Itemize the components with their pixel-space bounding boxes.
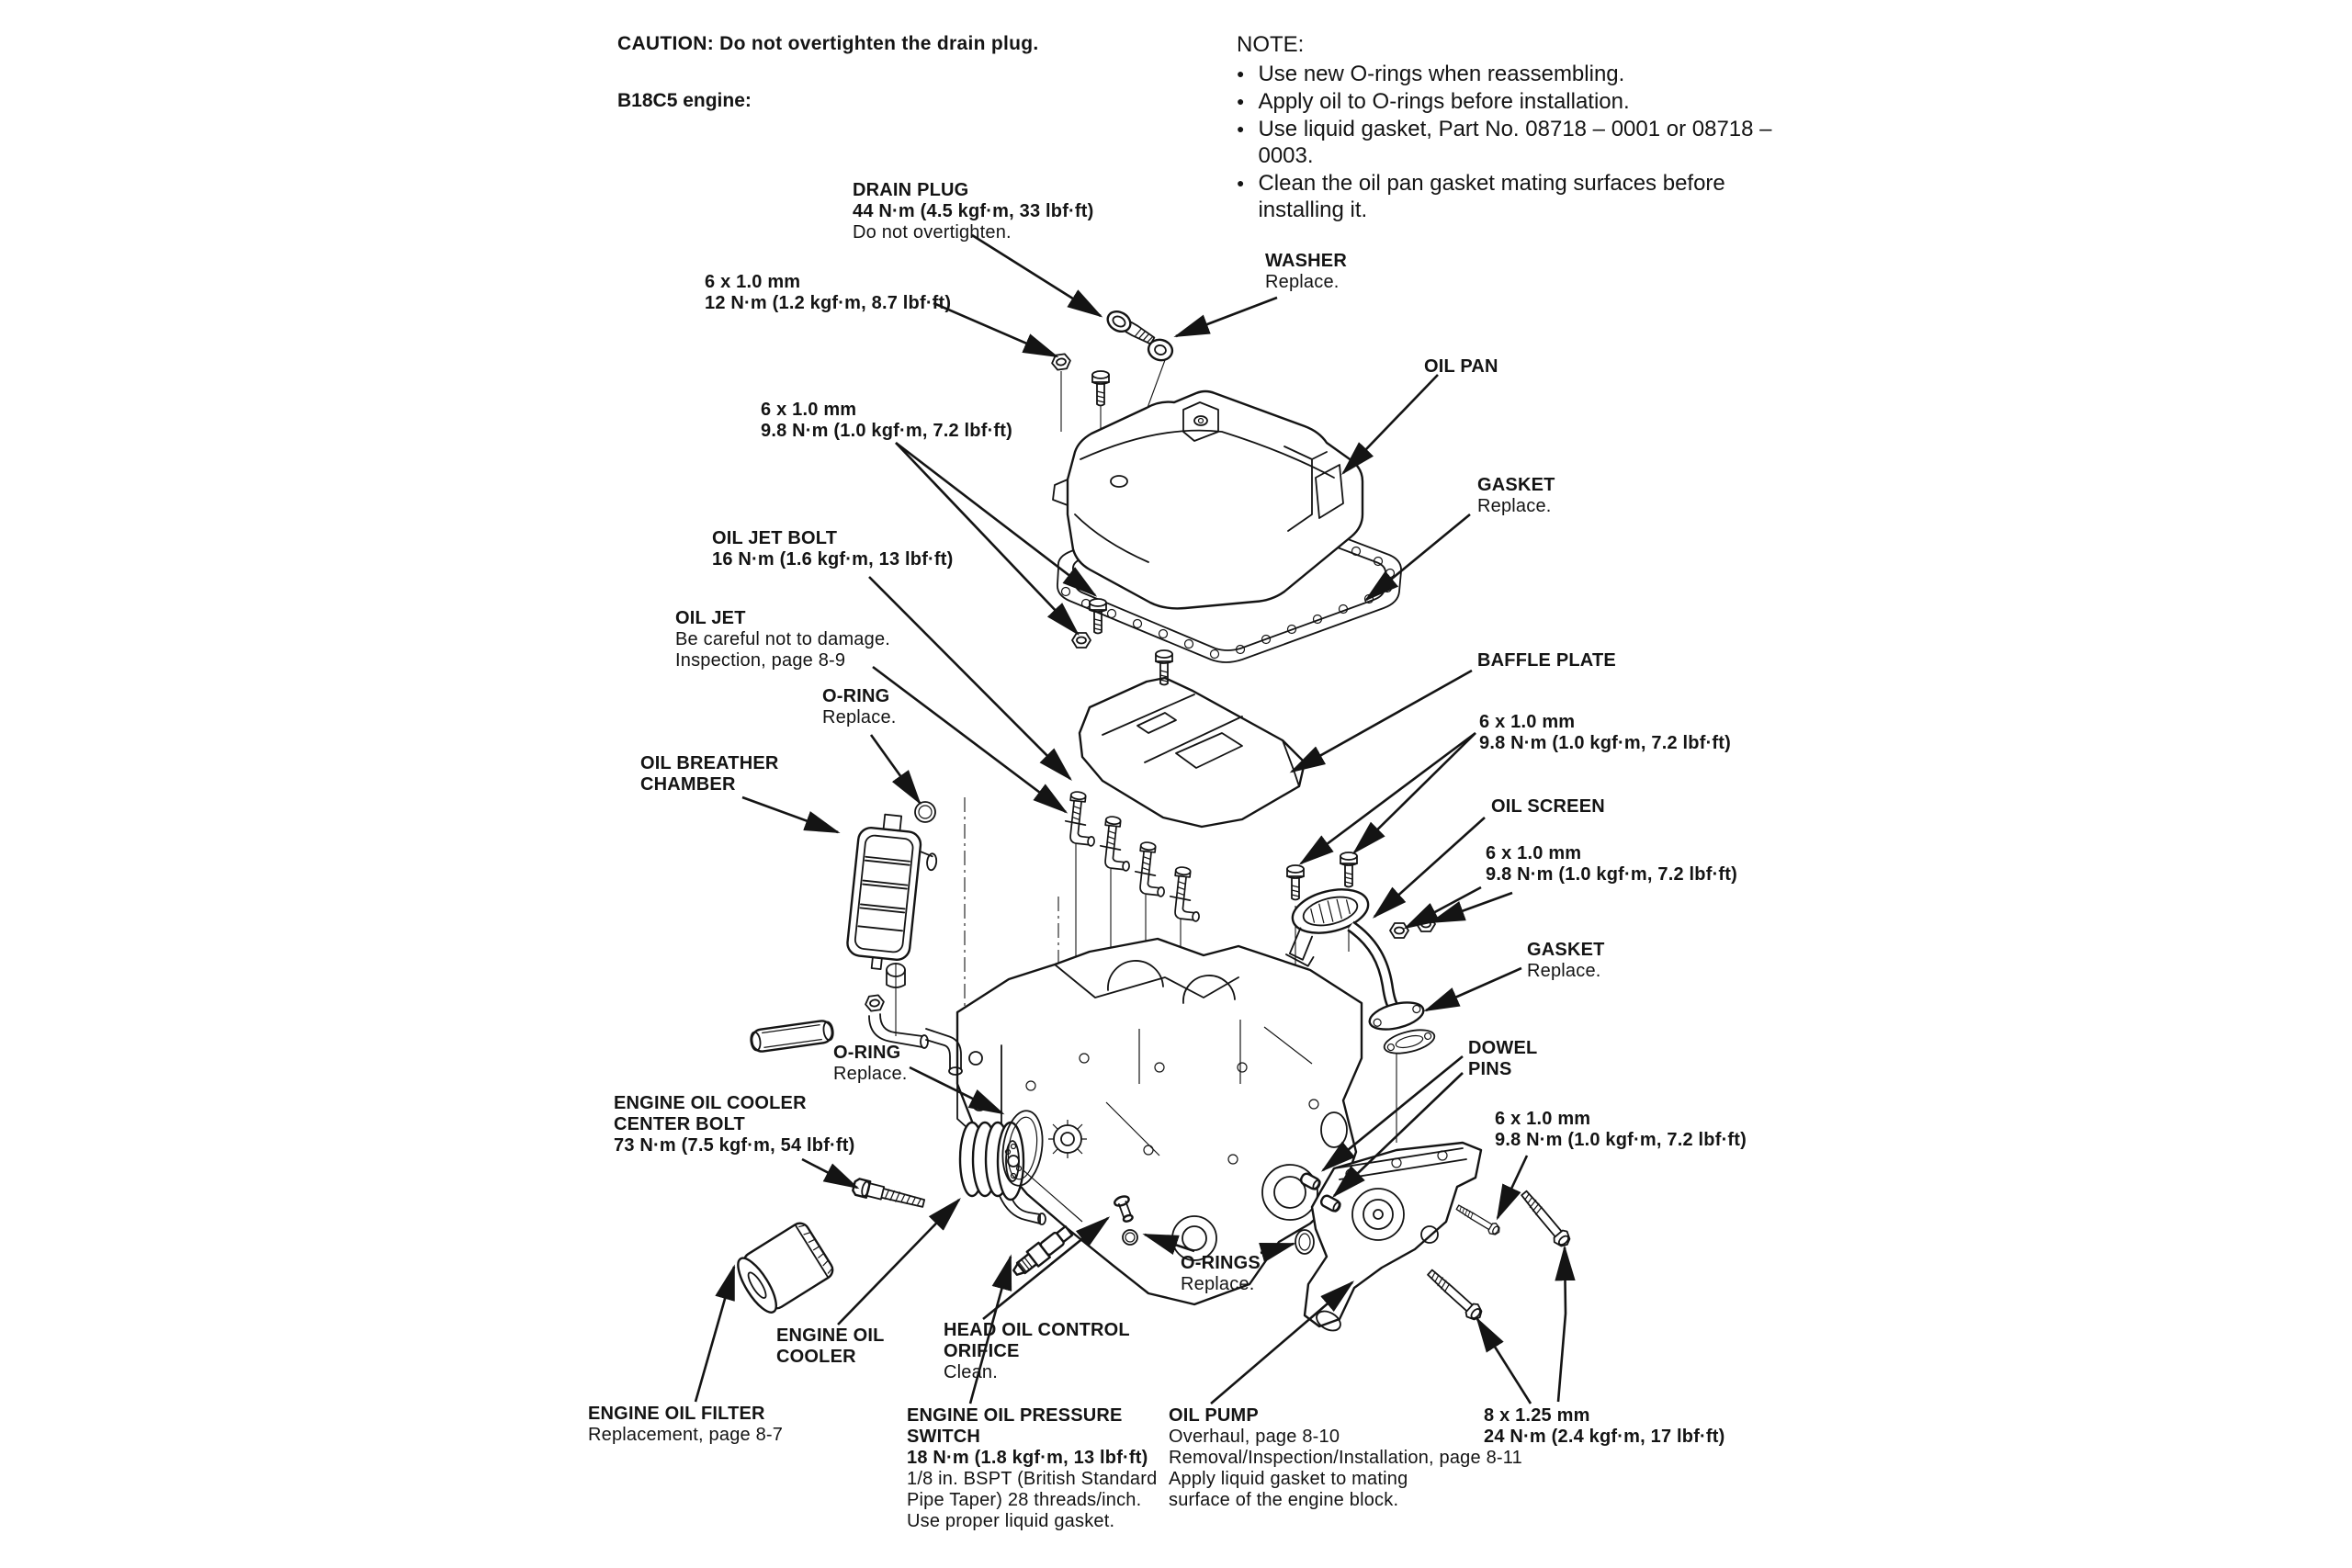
note-list <box>1237 61 2018 223</box>
note-item <box>1237 88 2018 115</box>
oil-screen-gasket-part <box>1382 1026 1437 1058</box>
note-item <box>1237 116 2018 169</box>
callout-engine-oil-cooler-center-bolt <box>614 1093 855 1156</box>
callout-line: OIL PUMP <box>1169 1405 1259 1426</box>
callout-line: GASKET <box>1477 475 1555 495</box>
note-item-text: Clean the oil pan gasket mating surfaces before installing it. <box>1258 171 1725 222</box>
callout-dowel-pins <box>1468 1038 1537 1080</box>
callout-line: O-RING <box>822 686 890 706</box>
callout-oil-pump <box>1169 1405 1522 1511</box>
caution-text: CAUTION: Do not overtighten the drain plug. <box>617 33 1039 54</box>
callout-head-oil-control-orifice <box>944 1320 1130 1383</box>
callout-line: Overhaul, page 8-10 <box>1169 1427 1340 1447</box>
callout-gasket-oil-pan <box>1477 475 1555 517</box>
callout-line: Replace. <box>833 1064 908 1084</box>
engine-oil-filter-part <box>731 1220 836 1317</box>
callout-line: 24 N·m (2.4 kgf·m, 17 lbf·ft) <box>1484 1427 1725 1447</box>
note-item <box>1237 170 2018 223</box>
bullet-icon: ● <box>1237 66 1245 81</box>
callout-line: 12 N·m (1.2 kgf·m, 8.7 lbf·ft) <box>705 293 952 313</box>
callout-line: Use proper liquid gasket. <box>907 1511 1115 1531</box>
callout-line: Do not overtighten. <box>853 222 1012 243</box>
callout-line: SWITCH <box>907 1427 981 1447</box>
bullet-icon: ● <box>1237 121 1245 136</box>
callout-line: OIL JET <box>675 608 746 628</box>
callout-line: 6 x 1.0 mm <box>1479 712 1576 732</box>
callout-line: ENGINE OIL COOLER <box>614 1093 807 1113</box>
callout-line: 6 x 1.0 mm <box>1486 843 1582 863</box>
callout-line: ENGINE OIL PRESSURE <box>907 1405 1123 1426</box>
callout-line: Removal/Inspection/Installation, page 8-11 <box>1169 1448 1522 1468</box>
callout-line: 73 N·m (7.5 kgf·m, 54 lbf·ft) <box>614 1135 855 1156</box>
callout-line: Replacement, page 8-7 <box>588 1425 784 1445</box>
callout-oil-jet-bolt <box>712 528 954 570</box>
callout-line: surface of the engine block. <box>1169 1490 1399 1510</box>
callout-line: 9.8 N·m (1.0 kgf·m, 7.2 lbf·ft) <box>1479 733 1732 753</box>
callout-line: ENGINE OIL FILTER <box>588 1404 765 1424</box>
callout-bolt-6x10-98-top <box>761 400 1012 442</box>
drain-plug-part <box>1104 308 1158 349</box>
note-item <box>1237 61 2018 87</box>
callout-line: 18 N·m (1.8 kgf·m, 13 lbf·ft) <box>907 1448 1148 1468</box>
callout-bolt-6x10-12nm <box>705 272 951 314</box>
callout-baffle-plate <box>1477 650 1616 671</box>
oil-pan-part <box>1053 391 1363 608</box>
callout-engine-oil-filter <box>588 1404 783 1446</box>
callout-line: 9.8 N·m (1.0 kgf·m, 7.2 lbf·ft) <box>1486 864 1738 885</box>
callout-line: DRAIN PLUG <box>853 180 969 200</box>
callout-line: Replace. <box>1477 496 1552 516</box>
callout-line: 8 x 1.25 mm <box>1484 1405 1590 1426</box>
callout-line: Replace. <box>1181 1274 1255 1294</box>
callout-line: OIL JET BOLT <box>712 528 838 548</box>
callout-line: WASHER <box>1265 251 1347 271</box>
callout-line: 9.8 N·m (1.0 kgf·m, 7.2 lbf·ft) <box>1495 1130 1747 1150</box>
note-item-text: Use liquid gasket, Part No. 08718 – 0001 or 08718 – 0003. <box>1258 117 1772 168</box>
callout-line: CHAMBER <box>640 774 736 795</box>
callout-bolt-8x125-24nm <box>1484 1405 1725 1448</box>
callout-bolt-6x10-98-baffle <box>1479 712 1731 754</box>
callout-oil-screen <box>1491 796 1605 818</box>
callout-line: Clean. <box>944 1362 999 1382</box>
callout-line: Replace. <box>1265 272 1340 292</box>
callout-o-rings <box>1181 1253 1261 1295</box>
callout-engine-oil-pressure-switch <box>907 1405 1157 1532</box>
callout-oil-jet <box>675 608 890 671</box>
callout-gasket-oil-screen <box>1527 940 1605 982</box>
baffle-plate-part <box>1080 678 1305 827</box>
bullet-icon: ● <box>1237 175 1245 190</box>
callout-engine-oil-cooler <box>776 1325 885 1368</box>
callout-line: 44 N·m (4.5 kgf·m, 33 lbf·ft) <box>853 201 1094 221</box>
callout-line: Pipe Taper) 28 threads/inch. <box>907 1490 1142 1510</box>
oil-breather-chamber-part <box>750 802 962 1075</box>
callout-line: O-RING <box>833 1043 901 1063</box>
callout-oil-breather-chamber <box>640 753 779 795</box>
callout-line: 9.8 N·m (1.0 kgf·m, 7.2 lbf·ft) <box>761 421 1013 441</box>
callout-line: Be careful not to damage. <box>675 629 891 649</box>
oil-pump-part <box>1295 1143 1574 1335</box>
bullet-icon: ● <box>1237 94 1245 108</box>
callout-line: Replace. <box>822 707 897 728</box>
callout-line: ORIFICE <box>944 1341 1020 1361</box>
callout-line: DOWEL <box>1468 1038 1538 1058</box>
callout-line: 6 x 1.0 mm <box>1495 1109 1591 1129</box>
callout-bolt-6x10-98-pump <box>1495 1109 1747 1151</box>
callout-line: COOLER <box>776 1347 856 1367</box>
callout-line: PINS <box>1468 1059 1512 1079</box>
callout-line: ENGINE OIL <box>776 1325 885 1346</box>
callout-line: OIL SCREEN <box>1491 796 1605 817</box>
callout-line: 6 x 1.0 mm <box>705 272 801 292</box>
cooler-center-bolt-part <box>852 1178 925 1211</box>
engine-label: B18C5 engine: <box>617 90 752 111</box>
callout-line: CENTER BOLT <box>614 1114 745 1134</box>
callout-line: GASKET <box>1527 940 1605 960</box>
callout-line: Apply liquid gasket to mating <box>1169 1469 1408 1489</box>
callout-line: 6 x 1.0 mm <box>761 400 857 420</box>
callout-bolt-6x10-98-screen <box>1486 843 1737 886</box>
callout-line: HEAD OIL CONTROL <box>944 1320 1130 1340</box>
callout-line: 16 N·m (1.6 kgf·m, 13 lbf·ft) <box>712 549 954 570</box>
callout-line: OIL PAN <box>1424 356 1498 377</box>
note-item-text: Apply oil to O-rings before installation. <box>1258 89 1630 114</box>
washer-part <box>1147 337 1175 363</box>
callout-o-ring-breather <box>822 686 897 728</box>
note-item-text: Use new O-rings when reassembling. <box>1258 62 1625 86</box>
callout-line: Replace. <box>1527 961 1601 981</box>
callout-line: 1/8 in. BSPT (British Standard <box>907 1469 1158 1489</box>
callout-line: BAFFLE PLATE <box>1477 650 1616 671</box>
callout-drain-plug <box>853 180 1094 243</box>
callout-oil-pan <box>1424 356 1498 378</box>
callout-line: Inspection, page 8-9 <box>675 650 846 671</box>
note-title: NOTE: <box>1237 32 1305 57</box>
note-block <box>1237 31 2018 223</box>
callout-line: O-RINGS <box>1181 1253 1261 1273</box>
callout-washer <box>1265 251 1347 293</box>
callout-o-ring-cooler <box>833 1043 908 1085</box>
callout-line: OIL BREATHER <box>640 753 779 773</box>
